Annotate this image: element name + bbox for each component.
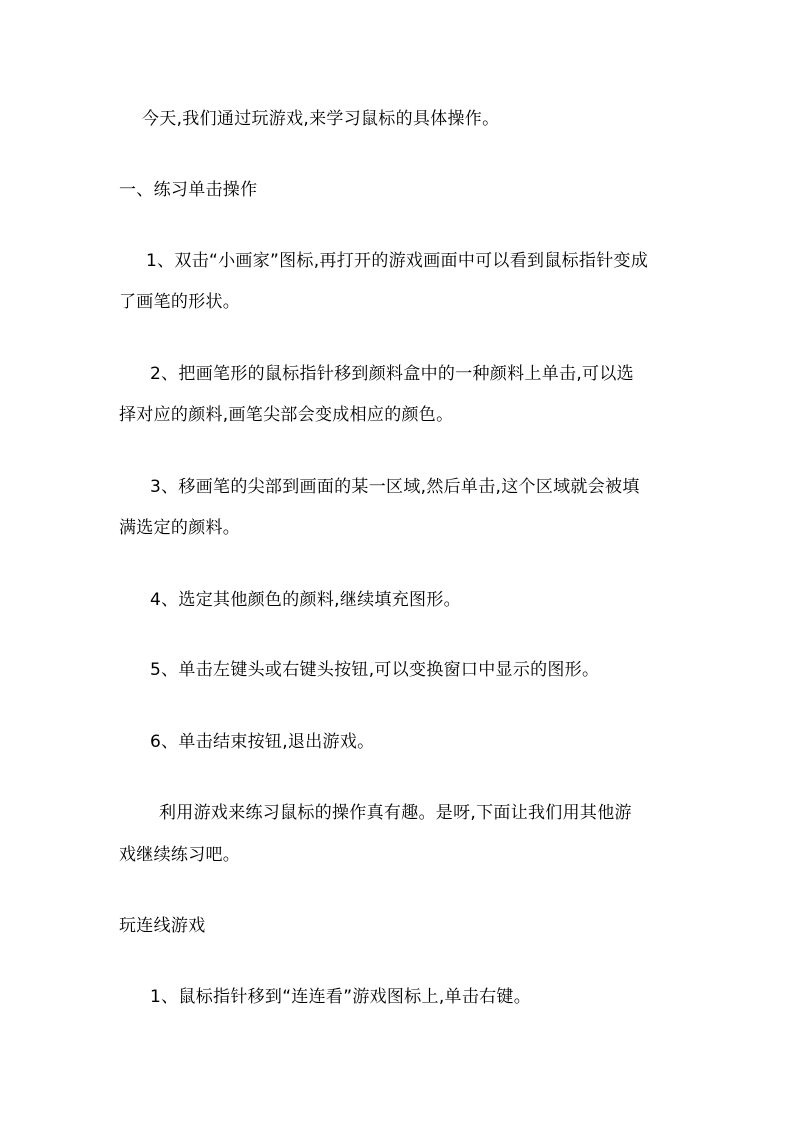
step-3-line-2: 满选定的颜料。 [119, 518, 241, 538]
connect-step-1: 1、鼠标指针移到“连连看”游戏图标上,单击右键。 [150, 987, 532, 1007]
step-2-line-1: 2、把画笔形的鼠标指针移到颜料盒中的一种颜料上单击,可以选 [150, 364, 634, 384]
step-3-line-1: 3、移画笔的尖部到画面的某一区域,然后单击,这个区域就会被填 [150, 477, 640, 497]
step-5: 5、单击左键头或右键头按钮,可以变换窗口中显示的图形。 [150, 660, 600, 680]
intro-paragraph: 今天,我们通过玩游戏,来学习鼠标的具体操作。 [142, 109, 500, 129]
closing-paragraph-line-1: 利用游戏来练习鼠标的操作真有趣。是呀,下面让我们用其他游 [159, 803, 632, 823]
step-4: 4、选定其他颜色的颜料,继续填充图形。 [150, 590, 461, 610]
section-heading-connect-game: 玩连线游戏 [119, 916, 206, 936]
step-1-line-2: 了画笔的形状。 [119, 292, 241, 312]
closing-paragraph-line-2: 戏继续练习吧。 [119, 845, 241, 865]
step-1-line-1: 1、双击“小画家”图标,再打开的游戏画面中可以看到鼠标指针变成 [146, 251, 649, 271]
step-2-line-2: 择对应的颜料,画笔尖部会变成相应的颜色。 [119, 405, 454, 425]
step-6: 6、单击结束按钮,退出游戏。 [150, 732, 375, 752]
section-heading-single-click: 一、练习单击操作 [119, 180, 258, 200]
